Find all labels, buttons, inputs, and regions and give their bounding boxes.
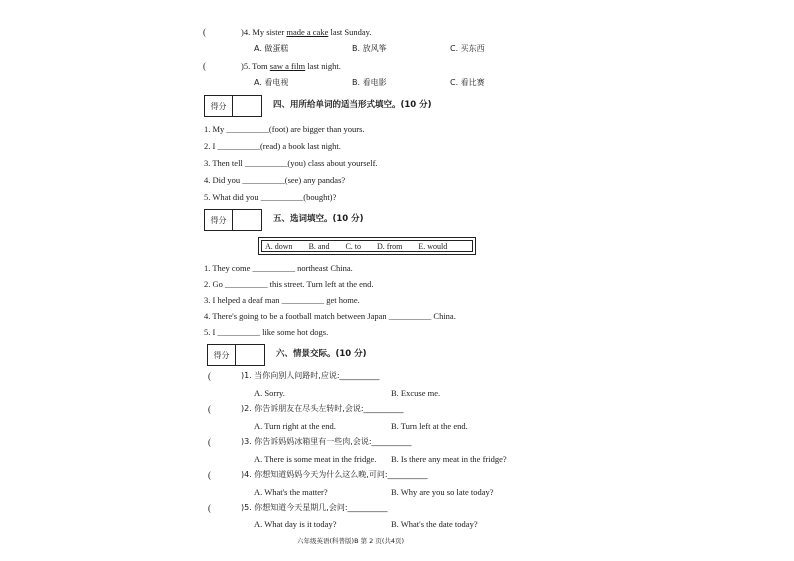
- score-box: [204, 95, 262, 117]
- question-text: )4. My sister: [241, 27, 287, 37]
- section-4-title: 四、用所给单词的适当形式填空。(10 分): [273, 100, 432, 110]
- option-b[interactable]: B. Is there any meat in the fridge?: [391, 454, 507, 464]
- score-label: 得分: [205, 96, 233, 116]
- answer-paren[interactable]: (: [203, 27, 206, 37]
- option-b[interactable]: B. What's the date today?: [391, 519, 478, 529]
- s6-question-1: )1. 当你向别人问路时,应说:__________: [241, 371, 380, 380]
- score-box: [207, 344, 265, 366]
- s6-question-3: )3. 你告诉妈妈冰箱里有一些肉,会说:__________: [241, 437, 412, 446]
- answer-paren[interactable]: (: [208, 437, 211, 447]
- option-b[interactable]: B. 看电影: [352, 78, 387, 87]
- answer-paren[interactable]: (: [208, 470, 211, 480]
- option-c[interactable]: C. 买东西: [450, 44, 485, 53]
- question-text: )5. Tom: [241, 61, 270, 71]
- answer-paren[interactable]: (: [203, 61, 206, 71]
- score-label: 得分: [208, 345, 236, 365]
- option-c[interactable]: C. 看比赛: [450, 78, 485, 87]
- score-label: 得分: [205, 210, 233, 230]
- s4-item-3[interactable]: 3. Then tell __________(you) class about yourself.: [204, 158, 378, 168]
- score-blank[interactable]: [236, 345, 264, 365]
- question-text: last night.: [305, 61, 341, 71]
- s5-item-2[interactable]: 2. Go __________ this street. Turn left at the end.: [204, 279, 374, 289]
- option-b[interactable]: B. Excuse me.: [391, 388, 441, 398]
- option-b[interactable]: B. Turn left at the end.: [391, 421, 468, 431]
- score-blank[interactable]: [233, 96, 261, 116]
- score-box: [204, 209, 262, 231]
- option-a[interactable]: A. Turn right at the end.: [254, 421, 336, 431]
- s6-question-5: )5. 你想知道今天星期几,会问:__________: [241, 503, 388, 512]
- s5-item-4[interactable]: 4. There's going to be a football match between Japan __________ China.: [204, 311, 456, 321]
- option-a[interactable]: A. 做蛋糕: [254, 44, 289, 53]
- option-a[interactable]: A. What's the matter?: [254, 487, 328, 497]
- score-blank[interactable]: [233, 210, 261, 230]
- word-option: A. down: [265, 241, 293, 251]
- section-6-title: 六、情景交际。(10 分): [276, 349, 367, 359]
- word-bank: [258, 237, 476, 255]
- s5-item-5[interactable]: 5. I __________ like some hot dogs.: [204, 327, 329, 337]
- word-option: E. would: [418, 241, 448, 251]
- word-option: C. to: [345, 241, 362, 251]
- answer-paren[interactable]: (: [208, 503, 211, 513]
- s4-item-1[interactable]: 1. My __________(foot) are bigger than yours.: [204, 124, 365, 134]
- s4-item-2[interactable]: 2. I __________(read) a book last night.: [204, 141, 341, 151]
- option-a[interactable]: A. What day is it today?: [254, 519, 337, 529]
- page-footer: 六年级英语(科普版)B 第 2 页(共4页): [297, 537, 405, 545]
- s5-item-1[interactable]: 1. They come __________ northeast China.: [204, 263, 353, 273]
- question-text: last Sunday.: [328, 27, 372, 37]
- s6-question-2: )2. 你告诉朋友在尽头左转时,会说:__________: [241, 404, 404, 413]
- underlined-phrase: saw a film: [269, 61, 306, 71]
- option-a[interactable]: A. There is some meat in the fridge.: [254, 454, 377, 464]
- option-a[interactable]: A. 看电视: [254, 78, 289, 87]
- section-5-title: 五、选词填空。(10 分): [273, 214, 364, 224]
- option-b[interactable]: B. 放风筝: [352, 44, 387, 53]
- s5-item-3[interactable]: 3. I helped a deaf man __________ get home.: [204, 295, 360, 305]
- option-a[interactable]: A. Sorry.: [254, 388, 285, 398]
- question-5: [241, 61, 341, 71]
- word-option: B. and: [308, 241, 330, 251]
- option-b[interactable]: B. Why are you so late today?: [391, 487, 494, 497]
- s4-item-4[interactable]: 4. Did you __________(see) any pandas?: [204, 175, 346, 185]
- question-4: [241, 27, 371, 37]
- word-option: D. from: [377, 241, 403, 251]
- underlined-phrase: made a cake: [286, 27, 329, 37]
- answer-paren[interactable]: (: [208, 404, 211, 414]
- answer-paren[interactable]: (: [208, 371, 211, 381]
- s6-question-4: )4. 你想知道妈妈今天为什么这么晚,可问:__________: [241, 470, 428, 479]
- s4-item-5[interactable]: 5. What did you __________(bought)?: [204, 192, 337, 202]
